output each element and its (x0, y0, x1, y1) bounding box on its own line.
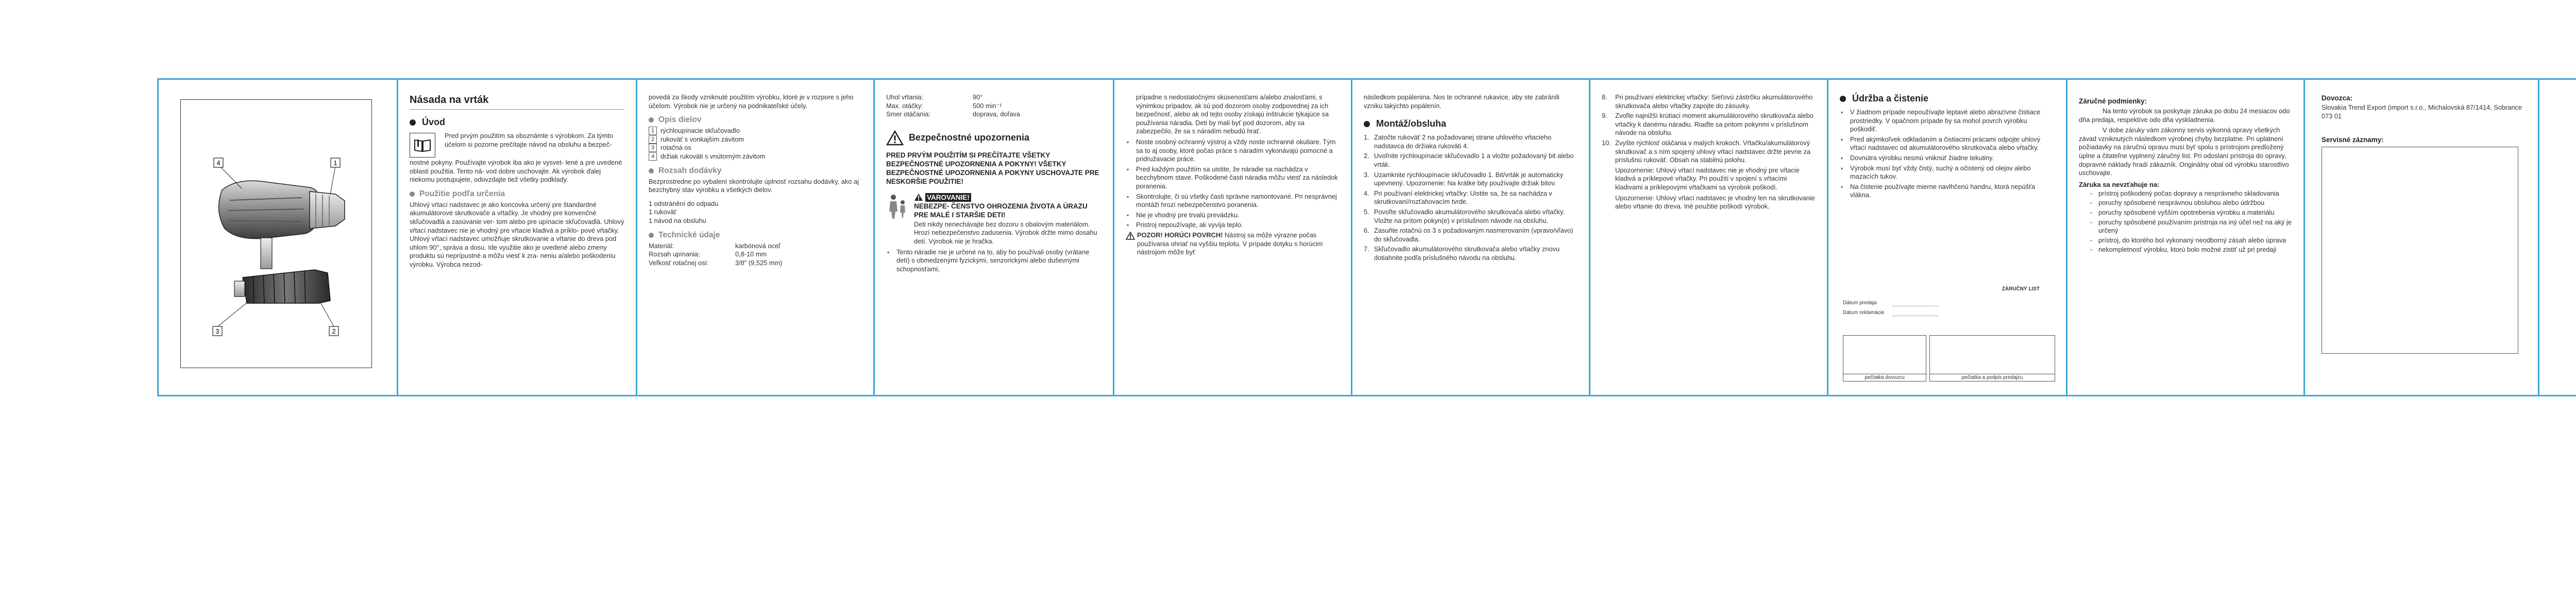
dash: - (2090, 189, 2093, 197)
scope-item: 1 návod na obsluhu (649, 216, 706, 224)
section-intro-title: Úvod (422, 117, 445, 127)
panel-parts (637, 80, 873, 395)
bullet-dot (649, 233, 654, 238)
spec-label: Uhol vŕtania: (886, 93, 923, 101)
exclusion-item (2079, 246, 2292, 254)
note-text: Upozornenie: Uhlový vŕtací nadstavec je vhodný len na skrutkovanie alebo vŕtanie do dreva. Iné použitie poškodí výrobok. (1615, 194, 1815, 211)
step-text: Zasuňte rotačnú os 3 s požadovaným nasmerovaním (vpravo/vľavo) do skľučovadla. (1374, 227, 1573, 243)
part-number: 4 (649, 152, 657, 161)
step-text: Zvoľte najnižší krútiaci moment akumulátorového skrutkovača alebo vŕtačky k danému náradiu. Riaďte sa pritom pokynmi v príslušnom návode na obsluhu. (1615, 112, 1814, 137)
section-parts-title: Opis dielov (658, 115, 702, 125)
warranty-card (1843, 286, 2055, 384)
gloves-text: následkom popálenina. Nos te ochranné rukavice, aby ste zabránili vzniku takýchto popálenín. (1364, 93, 1560, 110)
intro-block (410, 132, 624, 158)
service-records-box (2321, 147, 2518, 354)
maintenance-bullet: ▪ Dovnútra výrobku nesmú vniknúť žiadne tekutiny. (1840, 154, 2055, 163)
step-number: 2. (1364, 152, 1369, 160)
section-use (410, 189, 624, 199)
section-maintenance-title: Údržba a čistenie (1852, 93, 1929, 103)
step (1364, 227, 1578, 244)
stamp-boxes (1843, 335, 2055, 380)
card-field-label: Dátum reklamácie (1843, 310, 1885, 316)
warranty-title: Záručné podmienky: (2079, 97, 2147, 105)
maintenance-bullet: ▪ Pred akýmkoľvek odkladaním a čistiacimi prácami odpojte uhlový vŕtací nadstavec od akumulátorového skrutkovača alebo vŕtačky. (1840, 135, 2055, 152)
scope-text: Bezprostredne po vybalení skontrolujte úplnosť rozsahu dodávky, ako aj bezchybný stav výrobku a všetkých dielov. (649, 177, 859, 194)
part-item (649, 152, 862, 161)
step (1364, 133, 1578, 150)
bullet-dot (1364, 121, 1370, 127)
part-number: 2 (649, 135, 657, 144)
hot-surface-text: Nástroj sa môže výrazne počas používania ohriať na vyššiu teplotu. V prípade dotyku s horúcim nástrojom môže byť (1137, 231, 1323, 256)
part-label: rukoväť s vonkajším závitom (660, 135, 744, 143)
panel-safety-cont (1114, 80, 1351, 395)
scope-item: 1 odstránění do odpadu (649, 199, 719, 207)
step (1602, 139, 1816, 165)
spec-value: karbónová oceľ (735, 241, 781, 250)
maintenance-bullet: ▪ Na čistenie používajte mierne navlhčenú handru, ktorá nepúšťa vlákna. (1840, 183, 2055, 200)
liability-text: povedá za škody vzniknuté použitím výrobku, ktoré je v rozpore s jeho účelom. Výrobok nie je určený na podnikateľské účely. (649, 93, 854, 110)
child-warning-icon (886, 193, 909, 220)
warning-label: VAROVANIE! (925, 193, 971, 202)
warning-block (886, 193, 1101, 248)
spec-value: doprava, doľava (973, 110, 1020, 118)
spec-label: Veľkosť rotačnej osi: (649, 258, 708, 267)
section-maintenance (1840, 93, 2055, 104)
exclusion-text: prístroj, do ktorého bol vykonaný neodborný zásah alebo úprava (2098, 236, 2286, 244)
step (1364, 245, 1578, 262)
section-safety-title: Bezpečnostné upozornenia (909, 132, 1030, 143)
service-records-title: Servisné záznamy: (2321, 136, 2384, 144)
children-text: prípadne s nedostatočnými skúsenosťami a/alebo znalosťami, s výnimkou prípadov, ak sú pod dozorom osoby zodpovednej za ich bezpečnosť, alebo ak od tejto osoby získajú inštrukcie týkajúce sa používania náradia. Deti by mali byť pod dozorom, aby sa zabezpečilo, že sa s náradím nebudú hrať. (1136, 93, 1329, 135)
card-field-label: Dátum predaja (1843, 300, 1877, 306)
hot-surface-content (1137, 231, 1340, 257)
exclusion-text: prístroj poškodený počas dopravy a nesprávneho skladovania (2098, 189, 2279, 197)
page-title: Násada na vrták (410, 94, 624, 110)
dash: - (2090, 236, 2093, 244)
spec-row (886, 110, 1101, 119)
warning-content (914, 193, 1101, 248)
spec-value: 3/8" (9,525 mm) (735, 258, 783, 267)
spec-value: 0,8-10 mm (735, 250, 767, 258)
card-field (1843, 309, 2055, 316)
step-number: 8. (1602, 93, 1607, 101)
card-field (1843, 300, 2055, 306)
step-text: Uzamknite rýchloupínacie skľučovadlo 1. Bit/vrták je automaticky upevnený. Upozornenie: Na krátke bity používajte držiak bitov. (1374, 170, 1564, 187)
spec-label: Materiál: (649, 241, 674, 250)
step (1364, 152, 1578, 169)
safety-bold-text: PRED PRVÝM POUŽITÍM SI PREČÍTAJTE VŠETKY BEZPEČNOSTNÉ UPOZORNENIA A POKYNY! VŠETKY BEZPEČNOSTNÉ UPOZORNENIA A POKYNY USCHOVAJTE PRE NESKORŠIE POUŽITIE! (886, 151, 1099, 185)
step-text: Povoľte skľučovadlo akumulátorového skrutkovača alebo vŕtačky. Vložte na prítom pokyn(e) v príslušnom návode na obsluhu. (1374, 207, 1565, 224)
spec-label: Max. otáčky: (886, 101, 923, 110)
step (1602, 93, 1816, 110)
warranty-exclusions-title: Záruka sa nevzťahuje na: (2079, 180, 2160, 188)
exclusion-text: poruchy spôsobené vyšším opotrebenia výrobku a materiálu (2098, 208, 2275, 216)
part-label: rýchloupínacie skľučovadlo (660, 127, 740, 135)
hot-surface-warning (1126, 231, 1340, 257)
seller-stamp-box (1929, 335, 2055, 381)
manual-book-icon (410, 133, 435, 158)
seller-stamp-label: pečiatka a podpis predajcu (1930, 374, 2055, 381)
safety-bullet: ▪ Noste osobný ochranný výstroj a vždy noste ochranné okuliare. Tým sa to aj osoby, ktoré počas práce s náradím vykonávajú pomocné a pridružavacie práce. (1126, 138, 1340, 164)
part-number: 1 (649, 127, 657, 135)
section-use-title: Použitie podľa určenia (419, 189, 505, 198)
part-label: držiak rukoväti s vnútorným závitom (660, 152, 766, 160)
panel-importer (2305, 80, 2538, 395)
exclusion-text: poruchy spôsobené nesprávnou obsluhou alebo údržbou (2098, 199, 2265, 207)
note-text: Upozornenie: Uhlový vŕtací nadstavec nie je vhodný pre vŕtacie kladivá a príklepové vŕtačky. Pri použití v spojení s vŕtacími kladivami a príklepovými vŕtačkami sa výrobok poškodí. (1615, 166, 1800, 191)
panel-maintenance (1828, 80, 2066, 395)
warning-text: Deti nikdy nenechávajte bez dozoru s obalovým materiálom. Hrozí nebezpečenstvo zadusenia. Výrobok držte mimo dosahu detí. Výrobok nie je hračka. (914, 220, 1097, 245)
exclusion-item (2079, 209, 2292, 217)
spec-value: 90° (973, 93, 983, 101)
callout-4: 4 (216, 159, 221, 167)
step (1364, 171, 1578, 188)
step-text: Skľučovadlo akumulátorového skrutkovača alebo vŕtačky znovu dotiahnite podľa príslušného návodu na obsluhu. (1374, 245, 1560, 262)
step-text: Pri používaní elektrickej vŕtačky: Uistite sa, že sa nachádza v skrutkovaní/rozťahovacím tvrde. (1374, 189, 1552, 206)
step (1602, 112, 1816, 137)
panel-intro (398, 80, 636, 395)
card-field-line (1892, 310, 1939, 316)
section-scope-title: Rozsah dodávky (658, 166, 722, 175)
part-label: rotačná os (660, 144, 691, 152)
warning-header (914, 193, 1101, 202)
step-text: Uvoľnite rýchloupínacie skľučovadlo 1 a vložte požadovaný bit alebo vrták. (1374, 152, 1574, 168)
importer-stamp-label: pečiatka dovozcu (1843, 374, 1926, 381)
dash: - (2090, 208, 2093, 216)
scope-item: 1 rukoväť (649, 208, 676, 216)
callout-2: 2 (332, 327, 336, 335)
step-number: 10. (1602, 138, 1611, 147)
section-intro (410, 117, 624, 128)
importer-stamp-box (1843, 335, 1926, 381)
importer-title: Dovozca: (2321, 94, 2353, 102)
spec-row (649, 242, 862, 251)
dash: - (2090, 246, 2093, 254)
spec-row (649, 250, 862, 259)
divider (2538, 80, 2539, 395)
panel-operation (1590, 80, 1827, 395)
section-parts (649, 115, 862, 125)
exclusion-text: nekompletnosť výrobku, ktorú bolo možné zistiť už pri predaji (2098, 246, 2277, 254)
spec-row (886, 102, 1101, 111)
exclusion-item (2079, 236, 2292, 245)
bullet-dot (410, 119, 416, 126)
safety-bullet: ▪ Pristroj nepoužívajte, ak vyvíja teplo. (1126, 221, 1340, 230)
part-item (649, 127, 862, 135)
step (1364, 189, 1578, 206)
safety-bullet: ▪ Pred každým použitím sa uistite, že náradie sa nachádza v bezchybnom stave. Poškodené časti náradia môžu viesť za následok poranenia. (1126, 165, 1340, 191)
hot-surface-title: POZOR! HORÚCI POVRCH! (1137, 231, 1223, 239)
part-item (649, 135, 862, 144)
safety-bullet: ▪ Tento náradie nie je určené na to, aby ho používali osoby (vrátane detí) s obmedzenými fyzickými, senzorickými alebo duševnými schopnosťami, (886, 248, 1101, 274)
spec-row (649, 259, 862, 268)
bullet-dot (649, 168, 654, 173)
panel-warranty (2067, 80, 2303, 395)
exclusion-text: poruchy spôsobené používaním prístroja na iný účel než na aký je určený (2098, 218, 2292, 235)
figure-panel (159, 80, 397, 395)
spec-label: Smer otáčania: (886, 110, 931, 118)
maintenance-bullet: ▪ V žiadnom prípade nepoužívajte leptavé alebo abrazívne čistiace prostriedky. V opačnom prípade by sa mohol povrch výrobku poškodiť. (1840, 108, 2055, 134)
warranty-text: V dobe záruky vám zákonný servis výkonná opravy všetkých závad vzniknutých následkom výrobnej chyby bezplatne. Pri uplatnení požiadavky na záručnú opravu musí byť spolu s prístrojom predložený úplne a čitateľne vyplnený záručný list. Pri odoslaní prístroja do opravy, dopravné náklady hradí zákazník. Originálny obal od výrobku starostlivo uschovajte. (2079, 126, 2289, 177)
maintenance-bullet: ▪ Výrobok musí byť vždy čistý, suchý a očistený od olejov alebo mazacích tukov. (1840, 164, 2055, 181)
step-number: 6. (1364, 227, 1369, 235)
intro-text-b: nostné pokyny. Používajte výrobok iba ako je vysvet- lené a pre uvedené oblasti použitia. Tento ná- vod dobre uschovajte. Ak výrobok ďalej niekomu postupujete, odovzdajte tiež všetky podklady. (410, 159, 622, 184)
importer-address: Slovakia Trend Export (import s.r.o., Michalovská 87/1414, Sobrance 073 01 (2321, 103, 2522, 120)
step-number: 3. (1364, 170, 1369, 179)
use-text: Uhlový vŕtací nadstavec je ako koncovka určený pre štandardné akumulátorové skrutkovače a vŕtačky. Je vhodný pre konvenčné skľučovadlá a zasúvanie ver- tom alebo pre upínacie skľučovadlá. Uhlový vŕtací nadstavec nie je vhodný pre vŕtacie kladivá a príklo- pové vŕtačky. Uhlový vŕtací nadstavec umožňuje skrutkovanie a vŕtanie do dreva pod uhlom 90°, správa a dosu. Ide využitie ako je uvedené alebo zmeny produktu sú neprípustné a môžu viesť k zra- neniu a/alebo poškodeniu výrobku. Výrobca nezod- (410, 200, 624, 268)
callout-3: 3 (215, 327, 219, 335)
step-number: 5. (1364, 207, 1369, 216)
step-number: 7. (1364, 245, 1369, 253)
step-number: 4. (1364, 189, 1369, 197)
section-safety (886, 130, 1101, 146)
book-icon (414, 138, 431, 152)
spec-row (886, 93, 1101, 102)
step (1364, 208, 1578, 225)
part-number: 3 (649, 144, 657, 152)
spec-label: Rozsah upínania: (649, 250, 700, 258)
product-figure (180, 99, 372, 368)
panel-mounting (1352, 80, 1589, 395)
warning-icon (1126, 232, 1135, 240)
exclusion-item (2079, 199, 2292, 207)
step-text: Zatočte rukoväť 2 na požadovanej strane uhlového vŕtacieho nadstavca do držiaka rukoväti 4. (1374, 133, 1552, 150)
warning-icon (914, 193, 923, 201)
warranty-card-title: ZÁRUČNÝ LIST (2002, 286, 2040, 292)
warranty-text: Na tento výrobok sa poskytuje záruka po dobu 24 mesiacov odo dňa predaja, respektíve odo dňa vyskladnenia. (2079, 107, 2290, 124)
bullet-dot (410, 192, 415, 197)
step-number: 9. (1602, 112, 1607, 120)
part-item (649, 144, 862, 152)
warning-triangle-icon (886, 130, 904, 146)
spec-value: 500 min⁻¹ (973, 101, 1002, 110)
step-text: Pri používaní elektrickej vŕtačky: Sieťovú zástrčku akumulátorového skrutkovača alebo vŕtačky zapojte do zásuvky. (1615, 93, 1813, 110)
exclusion-item (2079, 189, 2292, 198)
section-tech (649, 231, 862, 240)
drill-attachment-illustration (181, 100, 371, 368)
panel-safety (875, 80, 1113, 395)
card-field-line (1892, 301, 1939, 306)
safety-bullet: ▪ Nie je vhodný pre trvalú prevádzku. (1126, 211, 1340, 220)
section-mounting (1364, 118, 1578, 129)
dash: - (2090, 199, 2093, 207)
bullet-dot (1840, 96, 1846, 102)
dash: - (2090, 218, 2093, 226)
safety-bullet: ▪ Skontrolujte, či sú všetky časti správne namontované. Pri nesprávnej montáži hrozí nebezpečenstvo poranenia. (1126, 193, 1340, 210)
section-tech-title: Technické údaje (658, 230, 720, 239)
step-text: Zvyšte rýchlosť otáčania v malých krokoch. Vŕtačku/akumulátorový skrutkovač a s ním spojený uhlový vŕtací nadstavec držte pevne za príslušnú rukoväť. Obsah na stabilnú polohu. (1615, 138, 1811, 164)
section-scope (649, 166, 862, 176)
bullet-dot (649, 117, 654, 123)
intro-text-a: Pred prvým použitím sa oboznámte s výrobkom. Za týmto účelom si pozorne prečítajte návod na obsluhu a bezpeč- (445, 132, 614, 148)
warning-headline: NEBEZPE- ČENSTVO OHROZENIA ŽIVOTA A ÚRAZU PRE MALÉ I STARŠIE DETI! (914, 202, 1088, 219)
manual-sheet (157, 78, 2576, 396)
exclusion-item (2079, 218, 2292, 235)
callout-1: 1 (333, 159, 337, 167)
step-number: 1. (1364, 133, 1369, 142)
section-mounting-title: Montáž/obsluha (1376, 118, 1446, 129)
